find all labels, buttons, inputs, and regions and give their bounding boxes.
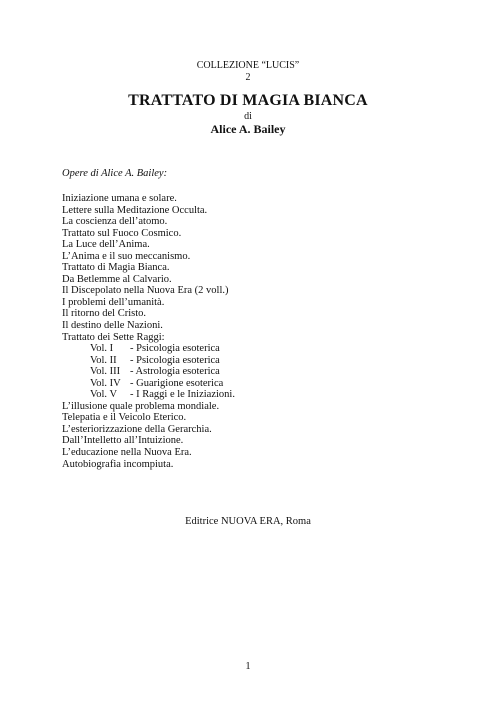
works-volume-item	[62, 355, 235, 367]
book-title: TRATTATO DI MAGIA BIANCA	[128, 92, 368, 109]
works-item: I problemi dell’umanità.	[62, 296, 165, 308]
works-item: Il Discepolato nella Nuova Era (2 voll.)	[62, 285, 229, 297]
volume-number: Vol. V	[90, 389, 118, 401]
works-item: La Luce dell’Anima.	[62, 239, 150, 251]
works-item: Il ritorno del Cristo.	[62, 308, 146, 320]
works-volume-item	[62, 378, 235, 390]
works-item: Da Betlemme al Calvario.	[62, 273, 172, 285]
volume-number: Vol. II	[90, 354, 117, 366]
works-volume-item	[62, 343, 235, 355]
works-item: L’Anima e il suo meccanismo.	[62, 250, 191, 262]
works-item: L’educazione nella Nuova Era.	[62, 447, 192, 459]
works-item: Trattato dei Sette Raggi:	[62, 331, 165, 343]
works-item: Telepatia e il Veicolo Eterico.	[62, 412, 187, 424]
volume-number: Vol. III	[90, 366, 121, 378]
volume-title: - Astrologia esoterica	[130, 366, 220, 378]
works-list	[62, 193, 235, 470]
by-line: di	[244, 111, 252, 122]
works-item: La coscienza dell’atomo.	[62, 216, 168, 228]
volume-number: Vol. IV	[90, 377, 121, 389]
publisher: Editrice NUOVA ERA, Roma	[185, 516, 311, 527]
works-item: Lettere sulla Meditazione Occulta.	[62, 204, 208, 216]
works-item: Autobiografia incompiuta.	[62, 458, 174, 470]
works-item: Iniziazione umana e solare.	[62, 193, 177, 204]
works-item: Il destino delle Nazioni.	[62, 320, 163, 332]
works-item: Trattato di Magia Bianca.	[62, 262, 170, 274]
page-number: 1	[245, 661, 251, 672]
works-item: L’esteriorizzazione della Gerarchia.	[62, 423, 212, 435]
collection-name: COLLEZIONE “LUCIS”	[196, 60, 300, 71]
works-volume-item	[62, 389, 235, 401]
works-item: Dall’Intelletto all’Intuizione.	[62, 435, 184, 447]
works-heading: Opere di Alice A. Bailey:	[62, 168, 168, 179]
volume-title: - I Raggi e le Iniziazioni.	[130, 389, 235, 401]
works-volume-item	[62, 366, 235, 378]
volume-title: - Psicologia esoterica	[130, 354, 220, 366]
volume-title: - Psicologia esoterica	[130, 343, 220, 355]
volume-number: Vol. I	[90, 343, 114, 355]
works-item: L’illusione quale problema mondiale.	[62, 400, 220, 412]
author-name: Alice A. Bailey	[210, 122, 286, 136]
works-item: Trattato sul Fuoco Cosmico.	[62, 227, 182, 239]
collection-number: 2	[245, 72, 251, 83]
volume-title: - Guarigione esoterica	[130, 377, 224, 389]
